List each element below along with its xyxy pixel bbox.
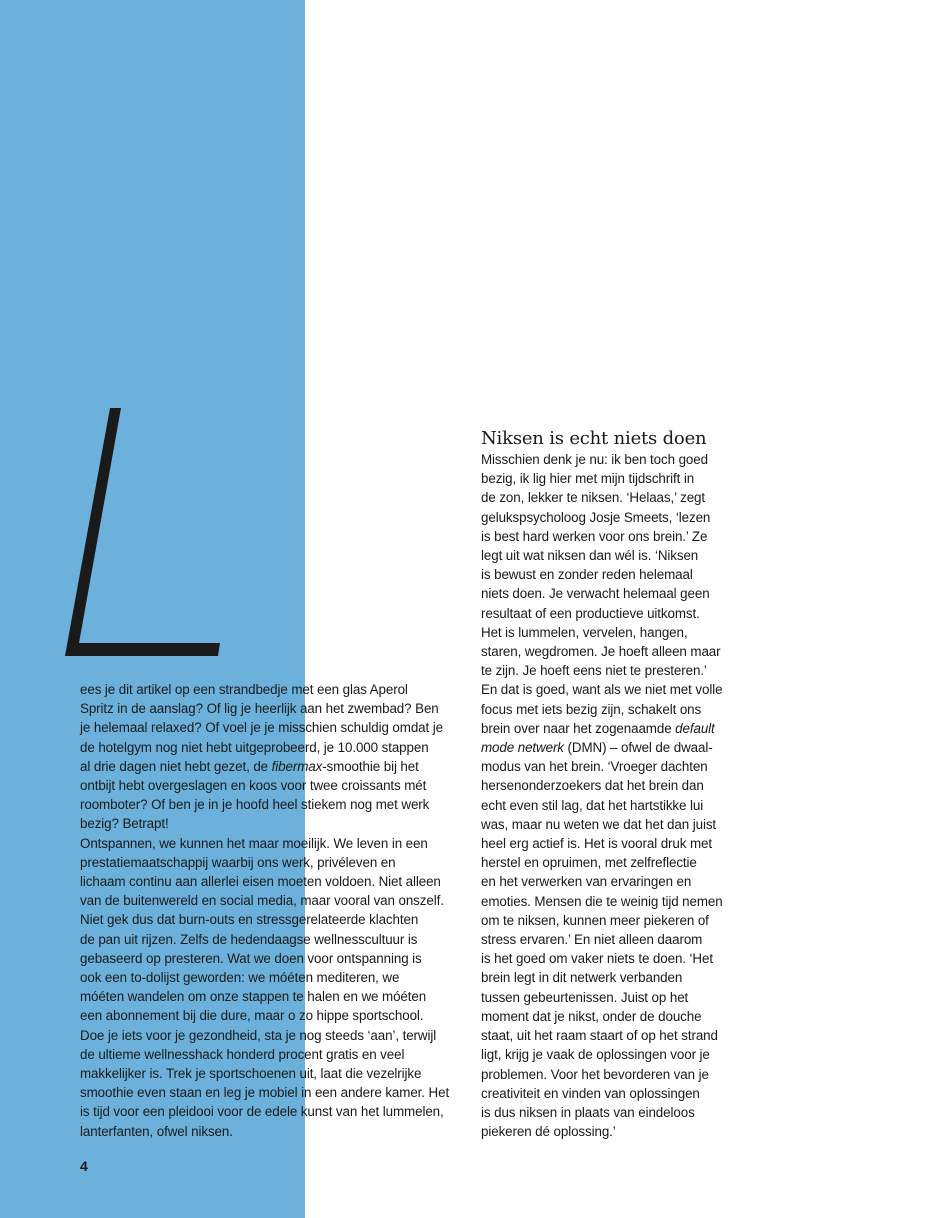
section-line: om te niksen, kunnen meer piekeren of [481, 912, 709, 928]
intro-line: is tijd voor een pleidooi voor de edele kunst van het lummelen, [80, 1104, 444, 1120]
section-line: was, maar nu weten we dat het dan juist [481, 816, 717, 832]
intro-line: bezig? Betrapt! [80, 816, 169, 832]
section-line: bezig, ik lig hier met mijn tijdschrift in [481, 471, 695, 487]
section-line: Het is lummelen, vervelen, hangen, [481, 624, 688, 640]
intro-line: van de buitenwereld en social media, maar vooral van onszelf. [80, 893, 444, 909]
section-line: modus van het brein. ‘Vroeger dachten [481, 759, 708, 775]
section-line: resultaat of een productieve uitkomst. [481, 605, 700, 621]
section-heading: Niksen is echt niets doen [481, 428, 707, 449]
italic-term: mode netwerk [481, 740, 564, 756]
intro-line: ontbijt hebt overgeslagen en koos voor twee croissants mét [80, 778, 427, 794]
section-line: is best hard werken voor ons brein.’ Ze [481, 528, 708, 544]
intro-line: Ontspannen, we kunnen het maar moeilijk. We leven in een [80, 835, 428, 851]
section-line: staren, wegdromen. Je hoeft alleen maar [481, 644, 721, 660]
article-section [481, 428, 736, 1141]
section-line: is dus niksen in plaats van eindeloos [481, 1104, 695, 1120]
section-line: ligt, krijg je vaak de oplossingen voor je [481, 1047, 710, 1063]
intro-line: je helemaal relaxed? Of voel je je misschien schuldig omdat je [80, 720, 443, 736]
intro-line: Niet gek dus dat burn-outs en stressgerelateerde klachten [80, 912, 419, 928]
intro-line: prestatiemaatschappij waarbij ons werk, privéleven en [80, 854, 396, 870]
intro-line: gebaseerd op presteren. Wat we doen voor ontspanning is [80, 950, 422, 966]
section-line: is bewust en zonder reden helemaal [481, 567, 693, 583]
intro-line: roomboter? Of ben je in je hoofd heel stiekem nog met werk [80, 797, 430, 813]
section-line: en het verwerken van ervaringen en [481, 874, 692, 890]
section-line: staat, uit het raam staart of op het strand [481, 1028, 718, 1044]
intro-line: móéten wandelen om onze stappen te halen en we móéten [80, 989, 427, 1005]
section-line: mode netwerk (DMN) – ofwel de dwaal- [481, 740, 713, 756]
section-line: moment dat je nikst, onder de douche [481, 1008, 702, 1024]
section-line: herstel en opruimen, met zelfreflectie [481, 855, 697, 871]
intro-line: Doe je iets voor je gezondheid, sta je nog steeds ‘aan’, terwijl [80, 1027, 437, 1043]
section-line: hersenonderzoekers dat het brein dan [481, 778, 704, 794]
section-line: Misschien denk je nu: ik ben toch goed [481, 452, 708, 467]
section-line: echt even stil lag, dat het hartstikke lui [481, 797, 704, 813]
intro-body-text [80, 680, 460, 1141]
section-line: creativiteit en vinden van oplossingen [481, 1085, 700, 1101]
page-number: 4 [80, 1158, 88, 1174]
section-line: gelukspsycholoog Josje Smeets, ‘lezen [481, 509, 711, 525]
section-line: brein over naar het zogenaamde default [481, 720, 715, 736]
intro-line: ees je dit artikel op een strandbedje met een glas Aperol [80, 682, 408, 697]
intro-line: de pan uit rijzen. Zelfs de hedendaagse wellnesscultuur is [80, 931, 418, 947]
section-line: de zon, lekker te niksen. ‘Helaas,’ zegt [481, 490, 706, 506]
section-line: niets doen. Je verwacht helemaal geen [481, 586, 710, 602]
intro-line: een abonnement bij die dure, maar o zo hippe sportschool. [80, 1008, 424, 1024]
italic-term: default [675, 720, 715, 736]
section-body-text [481, 450, 736, 1141]
dropcap-letter [60, 400, 230, 665]
intro-line: de ultieme wellnesshack honderd procent gratis en veel [80, 1046, 405, 1062]
section-line: problemen. Voor het bevorderen van je [481, 1066, 709, 1082]
section-line: emoties. Mensen die te weinig tijd nemen [481, 893, 723, 909]
section-line: te zijn. Je hoeft eens niet te presteren.’ [481, 663, 707, 679]
intro-line: makkelijker is. Trek je sportschoenen uit, laat die vezelrijke [80, 1066, 422, 1082]
intro-line: Spritz in de aanslag? Of lig je heerlijk aan het zwembad? Ben [80, 701, 439, 717]
section-line: tussen gebeurtenissen. Juist op het [481, 989, 689, 1005]
intro-line: lanterfanten, ofwel niksen. [80, 1123, 233, 1139]
section-line: stress ervaren.’ En niet alleen daarom [481, 932, 703, 948]
section-line: heel erg actief is. Het is vooral druk met [481, 836, 712, 852]
intro-line: lichaam continu aan allerlei eisen moeten voldoen. Niet alleen [80, 874, 441, 890]
section-line: brein legt in dit netwerk verbanden [481, 970, 683, 986]
section-line: En dat is goed, want als we niet met volle [481, 682, 723, 698]
intro-line: al drie dagen niet hebt gezet, de fibermax-smoothie bij het [80, 758, 419, 774]
intro-line: smoothie even staan en leg je mobiel in een andere kamer. Het [80, 1085, 450, 1101]
intro-line: ook een to-dolijst geworden: we móéten mediteren, we [80, 970, 400, 986]
section-line: piekeren dé oplossing.’ [481, 1124, 616, 1140]
section-line: is het goed om vaker niets te doen. ‘Het [481, 951, 713, 967]
intro-line: de hotelgym nog niet hebt uitgeprobeerd, je 10.000 stappen [80, 739, 429, 755]
section-line: focus met iets bezig zijn, schakelt ons [481, 701, 702, 717]
section-line: legt uit wat niksen dan wél is. ‘Niksen [481, 548, 699, 564]
italic-term: fibermax [271, 758, 323, 774]
